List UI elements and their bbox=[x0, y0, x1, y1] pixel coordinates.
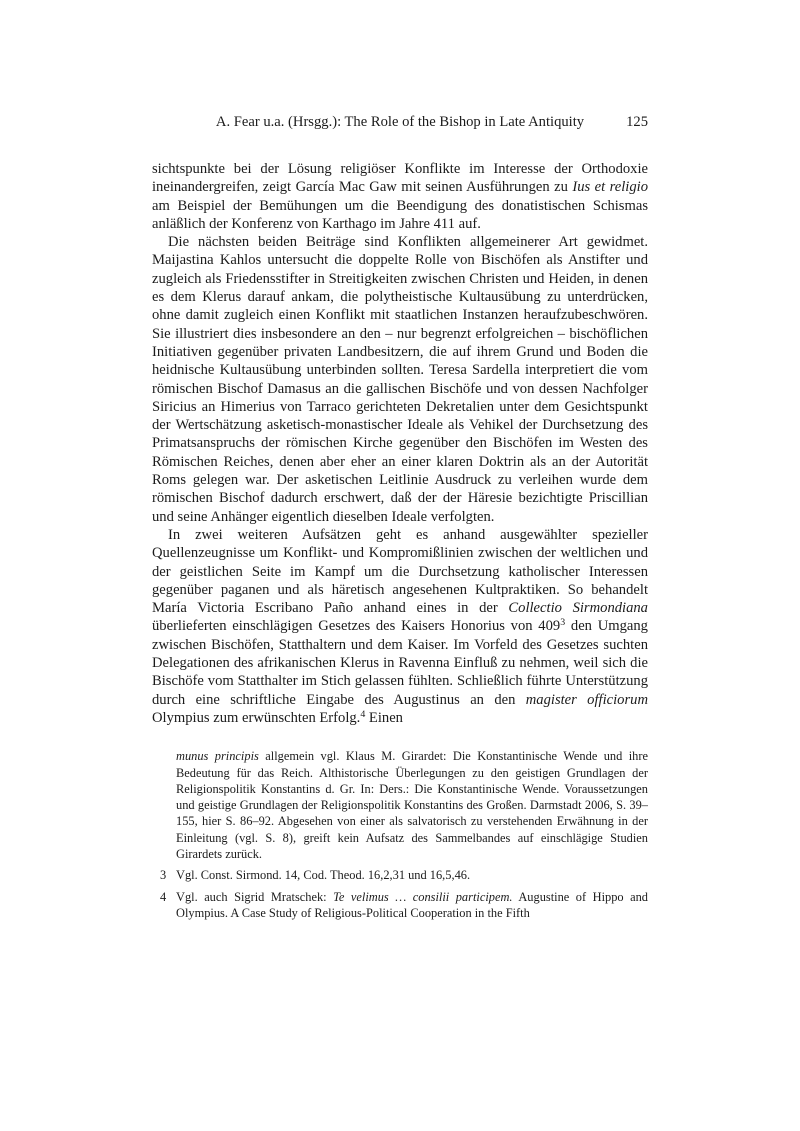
footnote-continuation bbox=[160, 748, 648, 862]
paragraph: In zwei weiteren Aufsätzen geht es anhand ausgewählter spezieller Quellenzeugnisse um Konflikt- und Kompromißlinien zwischen der weltlichen und der geistlichen Seite im Kampf um die Durchsetzung katholischer Interessen gegenüber paganen und als häretisch angesehenen Kultpraktiken. So behandelt María Victoria Escribano Paño anhand eines in der Collectio Sirmondiana überlieferten einschlägigen Gesetzes des Kaisers Honorius von $409^3$ den Umgang zwischen Bischöfen, Statthaltern und dem Kaiser. Im Vorfeld des Gesetzes suchten Delegationen des afrikanischen Klerus in Ravenna Einfluß zu nehmen, weil sich die Bischöfe vom Statthalter im Stich gelassen fühlten. Schließlich führte Unterstützung durch eine schriftliche Eingabe des Augustinus an den magister officiorum Olympius zum erwünschten Erfolg.$^4$ Einen bbox=[152, 526, 648, 726]
footnote-text: Vgl. auch Sigrid Mratschek: Te velimus … consilii participem. Augustine of Hippo and Olympius. A Case Study of Religious-Political Cooperation in the Fifth bbox=[176, 889, 648, 920]
footnote bbox=[160, 867, 648, 883]
body-text bbox=[152, 160, 648, 727]
running-head-title: A. Fear u.a. (Hrsgg.): The Role of the Bishop in Late Antiquity bbox=[215, 114, 585, 130]
footnote-text: munus principis allgemein vgl. Klaus M. Girardet: Die Konstantinische Wende und ihre Bedeutung für das Reich. Althistorische Überlegungen zu den geistigen Grundlagen der Religionspolitik Konstantins d. Gr. In: Ders.: Die Konstantinische Wende. Voraussetzungen und geistige Grundlagen der Religionspolitik Konstantins des Großen. Darmstadt 2006, S. 39–155, hier S. 86–92. Abgesehen von einer als salvatorisch zu verstehenden Erwähnung in der Einleitung (vgl. S. 8), greift kein Aufsatz des Sammelbandes auf einschlägige Studien Girardets zurück. bbox=[176, 749, 649, 861]
running-head bbox=[152, 113, 648, 132]
footnote-text: Vgl. Const. Sirmond. 14, Cod. Theod. 16,2,31 und 16,5,46. bbox=[176, 868, 471, 883]
footnote-number: 3 bbox=[160, 868, 167, 883]
page-number: 125 bbox=[626, 114, 648, 130]
footnote bbox=[160, 889, 648, 922]
paragraph: Die nächsten beiden Beiträge sind Konflikten allgemeinerer Art gewidmet. Maijastina Kahlos untersucht die doppelte Rolle von Bischöfen als Anstifter und zugleich als Friedensstifter in Streitigkeiten zwischen Christen und Heiden, in denen es dem Klerus darauf ankam, die polytheistische Kultausübung zu unterdrücken, ohne damit zugleich einen Konflikt mit staatlichen Instanzen heraufzubeschwören. Sie illustriert dies insbesondere an den – nur begrenzt erfolgreichen – bischöflichen Initiativen gegenüber privaten Landbesitzern, die auf ihrem Grund und Boden die heidnische Kultausübung unterbinden sollten. Teresa Sardella interpretiert die vom römischen Bischof Damasus an die gallischen Bischöfe und von dessen Nachfolger Siricius an Himerius von Tarraco gerichteten Dekretalien unter dem Gesichtspunkt der Wertschätzung asketisch-monastischer Ideale als Vehikel der Durchsetzung des Primatsanspruchs der römischen Kirche gegenüber den Bischöfen im Westen des Römischen Reiches, denen aber eher an einer klaren Doktrin als an der Autorität Roms gelegen war. Der asketischen Leitlinie Ausdruck zu verleihen wurde dem römischen Bischof dadurch erschwert, daß der der Häresie bezichtigte Priscillian und seine Anhänger eigentlich dieselben Ideale verfolgten. bbox=[152, 234, 648, 525]
footnote-number: 4 bbox=[160, 889, 167, 904]
footnotes bbox=[160, 748, 648, 921]
paragraph: sichtspunkte bei der Lösung religiöser Konflikte im Interesse der Orthodoxie ineinandergreifen, zeigt García Mac Gaw mit seinen Ausführungen zu Ius et religio am Beispiel der Bemühungen um die Beendigung des donatistischen Schismas anläßlich der Konferenz von Karthago im Jahre 411 auf. bbox=[152, 161, 648, 232]
